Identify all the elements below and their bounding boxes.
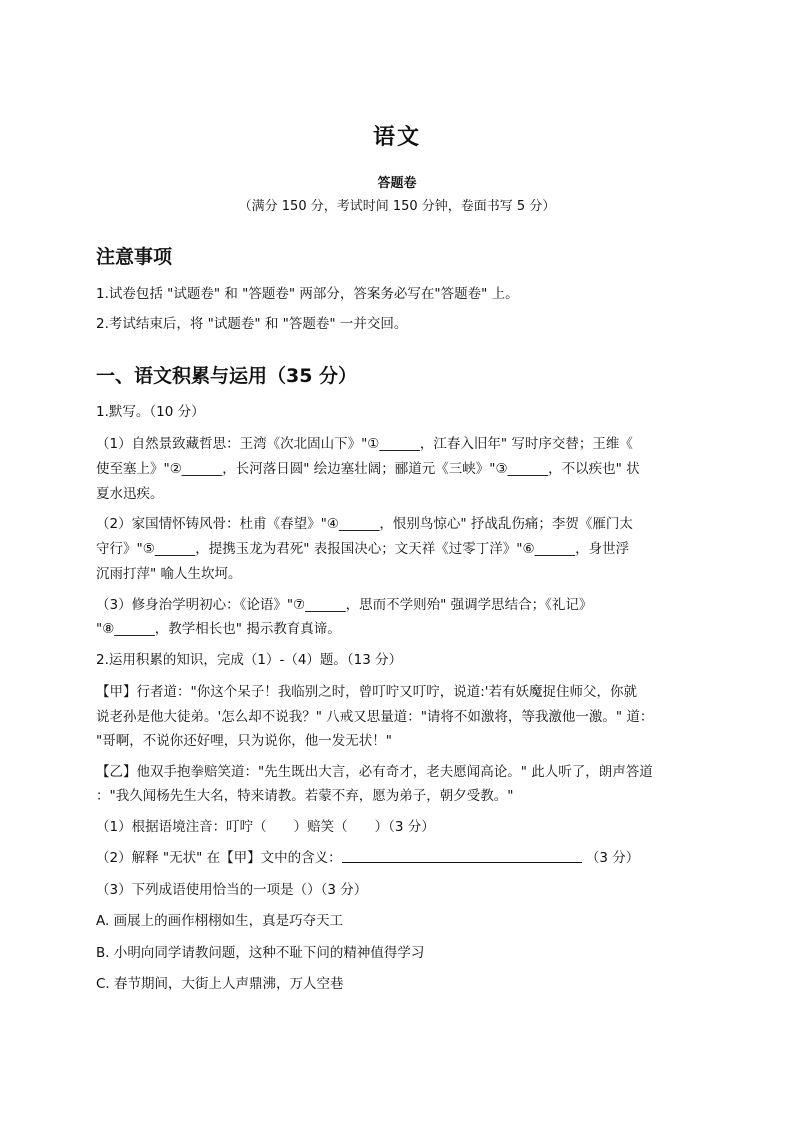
q2-sub1: （1）根据语境注音：叮咛（ ）赔笑（ ）（3 分）: [96, 819, 435, 835]
q1-part2-line2: 守行》"⑤______，提携玉龙为君死" 表报国决心；文天祥《过零丁洋》"⑥______，身世浮: [96, 541, 630, 557]
q2-sub3: （3）下列成语使用恰当的一项是（）（3 分）: [96, 882, 368, 898]
q1-part2-line3: 沉雨打萍" 喻人生坎坷。: [96, 566, 242, 582]
q1-part1-line1: （1）自然景致藏哲思：王湾《次北固山下》"①______，江春入旧年" 写时序交替；王维《: [96, 436, 633, 452]
notice-item-2: 2.考试结束后，将 "试题卷" 和 "答题卷" 一并交回。: [96, 316, 408, 332]
q2-sub2-score: （3 分）: [585, 850, 640, 866]
q1-part2-line1: （2）家国情怀铸风骨：杜甫《春望》"④______，恨别鸟惊心" 抒战乱伤痛；李贺《雁门太: [96, 516, 633, 532]
answer-blank[interactable]: [342, 848, 582, 863]
q2-sub2-prompt: （2）解释 "无状" 在【甲】文中的含义：: [96, 850, 342, 866]
option-b: B. 小明向同学请教问题，这种不耻下问的精神值得学习: [96, 945, 425, 961]
q1-part1-line3: 夏水迅疾。: [96, 486, 164, 502]
option-c: C. 春节期间，大街上人声鼎沸，万人空巷: [96, 976, 344, 992]
q1-part3-line1: （3）修身治学明初心：《论语》"⑦______，思而不学则殆" 强调学思结合；《礼记》: [96, 597, 593, 613]
page-title: 语文: [372, 125, 421, 150]
page-subtitle: 答题卷: [377, 176, 417, 191]
q1-part1-line2: 使至塞上》"②______，长河落日圆" 绘边塞壮阔；郦道元《三峡》"③______，不以疾也" 状: [96, 461, 640, 477]
passage-jia-line1: 【甲】行者道："你这个呆子！我临别之时，曾叮咛又叮咛，说道:'若有妖魔捉住师父，你就: [96, 684, 637, 700]
exam-meta: （满分 150 分，考试时间 150 分钟，卷面书写 5 分）: [238, 199, 556, 214]
notice-heading: 注意事项: [96, 246, 173, 268]
passage-jia-line3: "哥啊，不说你还好哩，只为说你，他一发无状！": [96, 733, 392, 749]
notice-item-1: 1.试卷包括 "试题卷" 和 "答题卷" 两部分，答案务必写在"答题卷" 上。: [96, 286, 519, 302]
passage-yi-line2: ："我久闻杨先生大名，特来请教。若蒙不弃，愿为弟子，朝夕受教。": [96, 788, 514, 804]
option-a: A. 画展上的画作栩栩如生，真是巧夺天工: [96, 913, 344, 929]
q2-sub2: [96, 846, 696, 871]
passage-yi-line1: 【乙】他双手抱拳赔笑道："先生既出大言，必有奇才，老夫愿闻高论。" 此人听了，朗声答道: [96, 764, 653, 780]
section-heading: 一、语文积累与运用（35 分）: [96, 365, 358, 387]
q1-part3-line2: "⑧______，教学相长也" 揭示教育真谛。: [96, 621, 341, 637]
question-2-title: 2.运用积累的知识，完成（1）-（4）题。（13 分）: [96, 652, 403, 668]
question-1-title: 1.默写。（10 分）: [96, 404, 205, 420]
passage-jia-line2: 说老孙是他大徒弟。'怎么却不说我？" 八戒又思量道："请将不如激将，等我激他一激。" 道：: [96, 709, 654, 725]
